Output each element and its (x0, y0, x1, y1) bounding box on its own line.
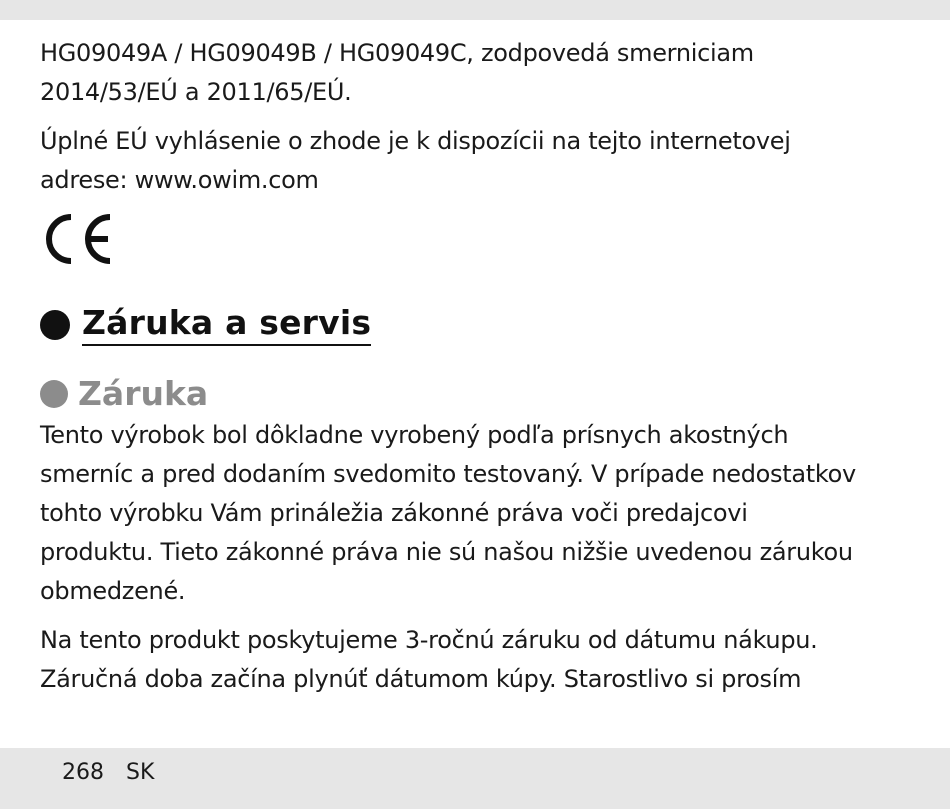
top-band (0, 0, 950, 20)
subsection-heading (40, 374, 920, 414)
section-heading-text: Záruka a servis (82, 304, 371, 346)
text-line: obmedzené. (40, 577, 186, 605)
page-content (40, 34, 920, 709)
bullet-dot-icon (40, 380, 68, 408)
text-line: 2014/53/EÚ a 2011/65/EÚ. (40, 78, 352, 106)
subsection-heading-text: Záruka (78, 374, 209, 413)
text-line: smerníc a pred dodaním svedomito testovaný. V prípade nedostatkov (40, 460, 856, 488)
text-line: Tento výrobok bol dôkladne vyrobený podľa prísnych akostných (40, 421, 789, 449)
text-line: adrese: www.owim.com (40, 166, 319, 194)
text-line: Úplné EÚ vyhlásenie o zhode je k dispozícii na tejto internetovej (40, 127, 791, 155)
ce-mark-icon (40, 210, 116, 268)
text-line: Na tento produkt poskytujeme 3-ročnú záruku od dátumu nákupu. (40, 626, 818, 654)
text-line: tohto výrobku Vám prináležia zákonné práva voči predajcovi (40, 499, 748, 527)
warranty-period-paragraph (40, 621, 920, 699)
language-code: SK (126, 760, 155, 785)
section-heading (40, 304, 920, 346)
warranty-paragraph (40, 416, 920, 611)
text-line: produktu. Tieto zákonné práva nie sú našou nižšie uvedenou zárukou (40, 538, 853, 566)
conformity-paragraph (40, 34, 920, 112)
page-number: 268 (62, 760, 104, 785)
text-line: HG09049A / HG09049B / HG09049C, zodpovedá smerniciam (40, 39, 754, 67)
text-line: Záručná doba začína plynúť dátumom kúpy. Starostlivo si prosím (40, 665, 802, 693)
bullet-dot-icon (40, 310, 70, 340)
declaration-paragraph (40, 122, 920, 200)
